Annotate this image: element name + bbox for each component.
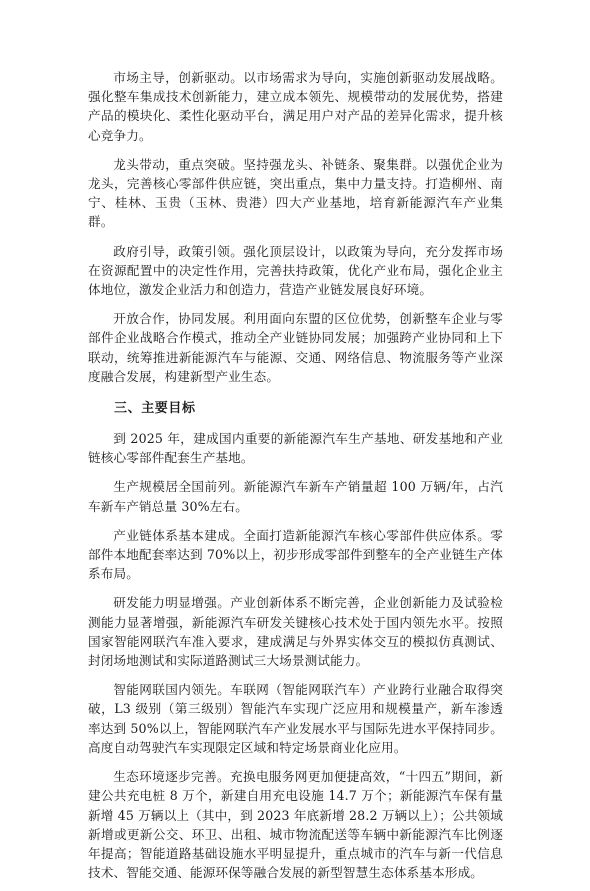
paragraph-government-guidance: 政府引导，政策引领。强化顶层设计，以政策为导向，充分发挥市场在资源配置中的决定性作用，完善扶持政策，优化产业布局，强化企业主体地位，激发企业活力和创造力，营造产业链发展良好环境。	[88, 243, 503, 298]
paragraph-open-cooperation: 开放合作，协同发展。利用面向东盟的区位优势，创新整车企业与零部件企业战略合作模式，推动全产业链协同发展；加强跨产业协同和上下联动，统筹推进新能源汽车与能源、交通、网络信息、物流服务等产业深度融合发展，构建新型产业生态。	[88, 311, 503, 384]
paragraph-industry-chain: 产业链体系基本建成。全面打造新能源汽车核心零部件供应体系。零部件本地配套率达到 70%以上，初步形成零部件到整车的全产业链生产体系布局。	[88, 527, 503, 582]
paragraph-market-driven: 市场主导，创新驱动。以市场需求为导向，实施创新驱动发展战略。强化整车集成技术创新能力，建立成本领先、规模带动的发展优势，搭建产品的模块化、柔性化驱动平台，满足用户对产品的差异化需求，提升核心竞争力。	[88, 70, 503, 143]
paragraph-leader-driven: 龙头带动，重点突破。坚持强龙头、补链条、聚集群。以强优企业为龙头，完善核心零部件供应链，突出重点，集中力量支持。打造柳州、南宁、桂林、玉贵（玉林、贵港）四大产业基地，培育新能源汽车产业集群。	[88, 156, 503, 230]
paragraph-goal-2025: 到 2025 年，建成国内重要的新能源汽车生产基地、研发基地和产业链核心零部件配套生产基地。	[88, 431, 503, 466]
document-body	[88, 68, 503, 891]
paragraph-ecosystem: 生态环境逐步完善。充换电服务网更加便捷高效，“十四五”期间，新建公共充电桩 8 万个，新建自用充电设施 14.7 万个；新能源汽车保有量新增 45 万辆以上（其中，到 2023 年底新增 28.2 万辆以上）；公共领域新增或更新公交、环卫、出租、城市物流配送等车辆中新能源汽车比例逐年提高；智能道路基础设施水平明显提升，重点城市的汽车与新一代信息技术、智能交通、能源环保等融合发展的新型智慧生态体系基本形成。	[88, 769, 503, 881]
section-heading-main-goals: 三、主要目标	[114, 401, 196, 417]
paragraph-production-scale: 生产规模居全国前列。新能源汽车新车产销量超 100 万辆/年，占汽车新车产销总量 30%左右。	[88, 479, 503, 514]
paragraph-rd-capability: 研发能力明显增强。产业创新体系不断完善，企业创新能力及试验检测能力显著增强，新能源汽车研发关键核心技术处于国内领先水平。按照国家智能网联汽车准入要求，建成满足与外界实体交互的模拟仿真测试、封闭场地测试和实际道路测试三大场景测试能力。	[88, 595, 503, 669]
paragraph-intelligent-connected: 智能网联国内领先。车联网（智能网联汽车）产业跨行业融合取得突破，L3 级别（第三级别）智能汽车实现广泛应用和规模量产，新车渗透率达到 50%以上，智能网联汽车产业发展水平与国际先进水平保持同步。高度自动驾驶汽车实现限定区域和特定场景商业化应用。	[88, 682, 503, 755]
